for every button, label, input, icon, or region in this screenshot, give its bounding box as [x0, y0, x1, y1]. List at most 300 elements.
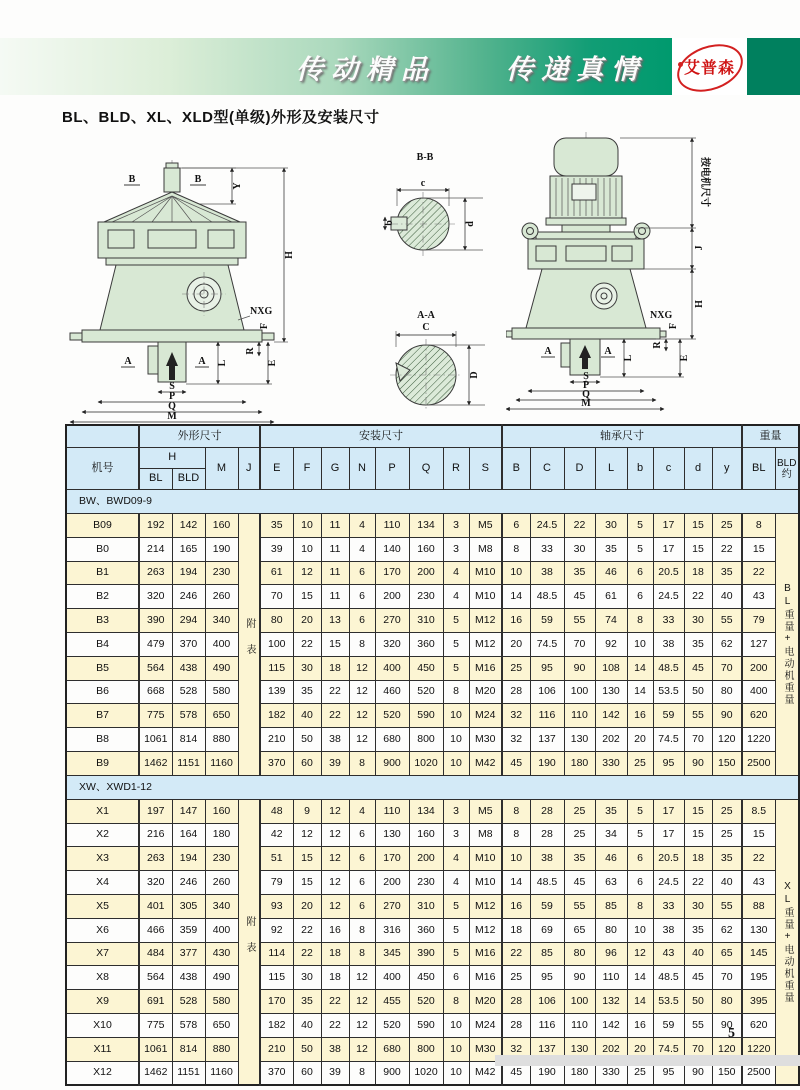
svg-text:Y: Y — [232, 182, 243, 190]
svg-text:B: B — [194, 174, 202, 185]
table-cell: 165 — [172, 537, 205, 561]
table-cell: 17 — [653, 514, 684, 538]
col-header-weight-bl: BL — [742, 448, 775, 490]
table-cell: 116 — [530, 704, 564, 728]
table-cell: 93 — [260, 894, 293, 918]
table-cell: 40 — [712, 871, 742, 895]
group-header-outline: 外形尺寸 — [139, 425, 260, 448]
table-cell: 35 — [712, 847, 742, 871]
logo-text: 艾普森 — [683, 60, 735, 77]
table-cell: 48 — [260, 799, 293, 823]
table-cell: 270 — [375, 894, 409, 918]
table-cell: 190 — [530, 751, 564, 775]
table-cell: 95 — [530, 966, 564, 990]
logo-dot-icon — [678, 62, 683, 67]
table-cell: 20.5 — [653, 561, 684, 585]
table-cell: 24.5 — [653, 871, 684, 895]
table-cell: 45 — [564, 585, 595, 609]
table-cell: 85 — [530, 942, 564, 966]
model-cell: B1 — [66, 561, 139, 585]
col-header-h: H — [139, 448, 205, 469]
table-cell: 140 — [375, 537, 409, 561]
table-cell: 580 — [205, 990, 238, 1014]
table-cell: M30 — [469, 728, 502, 752]
table-cell: 578 — [172, 1013, 205, 1037]
table-cell: 100 — [260, 632, 293, 656]
table-cell: 230 — [409, 871, 443, 895]
table-cell: 455 — [375, 990, 409, 1014]
col-header-r: R — [443, 448, 469, 490]
table-cell: 130 — [564, 1037, 595, 1061]
table-cell: 1220 — [742, 1037, 775, 1061]
table-cell: 4 — [443, 561, 469, 585]
table-cell: 370 — [260, 751, 293, 775]
table-cell: 50 — [684, 680, 712, 704]
table-cell: 55 — [712, 894, 742, 918]
table-cell: 55 — [564, 894, 595, 918]
svg-text:按电机尺寸: 按电机尺寸 — [699, 157, 710, 207]
model-cell: B5 — [66, 656, 139, 680]
table-cell: 116 — [530, 1013, 564, 1037]
table-cell: 680 — [375, 728, 409, 752]
table-cell: 691 — [139, 990, 172, 1014]
technical-drawing-motor-reducer — [506, 132, 723, 424]
table-cell: 880 — [205, 1037, 238, 1061]
table-cell: 10 — [443, 728, 469, 752]
table-cell: 5 — [443, 894, 469, 918]
table-cell: 16 — [627, 704, 653, 728]
svg-text:Q: Q — [168, 401, 176, 412]
table-cell: 25 — [627, 1061, 653, 1085]
table-cell: 45 — [564, 871, 595, 895]
table-cell: 100 — [564, 680, 595, 704]
model-cell: X7 — [66, 942, 139, 966]
svg-text:C: C — [422, 322, 430, 333]
table-cell: M16 — [469, 656, 502, 680]
table-cell: 2500 — [742, 751, 775, 775]
table-cell: 115 — [260, 656, 293, 680]
table-cell: 16 — [502, 894, 530, 918]
table-cell: 620 — [742, 704, 775, 728]
svg-text:A-A: A-A — [417, 310, 435, 321]
table-cell: 1462 — [139, 1061, 172, 1085]
table-cell: 320 — [139, 871, 172, 895]
table-row — [66, 918, 799, 942]
table-cell: 775 — [139, 1013, 172, 1037]
table-cell: 110 — [375, 799, 409, 823]
table-row — [66, 514, 799, 538]
table-cell: 438 — [172, 656, 205, 680]
table-cell: 5 — [627, 799, 653, 823]
table-cell: 430 — [205, 942, 238, 966]
table-cell: 6 — [627, 871, 653, 895]
weight-note-cell: BL重量+电动机重量 — [775, 514, 799, 776]
table-cell: 12 — [321, 823, 349, 847]
table-cell: 79 — [742, 609, 775, 633]
table-cell: 680 — [375, 1037, 409, 1061]
table-cell: 137 — [530, 728, 564, 752]
table-cell: 6 — [349, 847, 375, 871]
col-header-p: P — [375, 448, 409, 490]
table-cell: 260 — [205, 585, 238, 609]
table-cell: 330 — [595, 751, 627, 775]
table-cell: 15 — [742, 823, 775, 847]
table-cell: M10 — [469, 561, 502, 585]
table-cell: 6 — [627, 847, 653, 871]
table-cell: 15 — [321, 632, 349, 656]
table-cell: 450 — [409, 656, 443, 680]
table-cell: 96 — [595, 942, 627, 966]
model-cell: B4 — [66, 632, 139, 656]
table-cell: 33 — [653, 609, 684, 633]
table-cell: M12 — [469, 918, 502, 942]
table-cell: 134 — [409, 799, 443, 823]
model-cell: X1 — [66, 799, 139, 823]
table-cell: 263 — [139, 561, 172, 585]
table-cell: M20 — [469, 680, 502, 704]
table-cell: 80 — [712, 990, 742, 1014]
table-cell: 55 — [564, 609, 595, 633]
table-cell: 38 — [321, 1037, 349, 1061]
table-cell: 12 — [349, 680, 375, 704]
table-cell: 170 — [260, 990, 293, 1014]
table-cell: 74.5 — [653, 1037, 684, 1061]
table-cell: 137 — [530, 1037, 564, 1061]
table-cell: 900 — [375, 751, 409, 775]
table-cell: 10 — [627, 632, 653, 656]
model-cell: X2 — [66, 823, 139, 847]
table-cell: 6 — [349, 585, 375, 609]
table-row — [66, 1013, 799, 1037]
svg-text:F: F — [259, 322, 270, 330]
table-cell: 10 — [293, 537, 321, 561]
table-cell: 22 — [321, 704, 349, 728]
col-header-weight-bld: BLD约 — [775, 448, 799, 490]
table-cell: 90 — [564, 656, 595, 680]
table-cell: 25 — [627, 751, 653, 775]
svg-text:E: E — [267, 359, 278, 367]
table-cell: 8 — [627, 609, 653, 633]
table-body — [66, 490, 799, 1086]
table-cell: 1151 — [172, 1061, 205, 1085]
table-cell: 51 — [260, 847, 293, 871]
table-cell: 48.5 — [530, 585, 564, 609]
model-cell: X4 — [66, 871, 139, 895]
table-cell: 22 — [684, 585, 712, 609]
table-cell: 16 — [627, 1013, 653, 1037]
weight-note-cell: XL重量+电动机重量 — [775, 799, 799, 1085]
table-cell: 650 — [205, 1013, 238, 1037]
table-cell: 59 — [653, 704, 684, 728]
table-cell: 775 — [139, 704, 172, 728]
table-cell: 401 — [139, 894, 172, 918]
table-cell: 80 — [712, 680, 742, 704]
table-cell: 8 — [502, 799, 530, 823]
table-cell: 12 — [349, 656, 375, 680]
table-cell: 33 — [653, 894, 684, 918]
table-cell: 80 — [564, 942, 595, 966]
svg-text:B-B: B-B — [416, 152, 434, 163]
table-cell: 40 — [684, 942, 712, 966]
table-cell: 22 — [742, 561, 775, 585]
table-cell: 214 — [139, 537, 172, 561]
table-cell: 4 — [443, 585, 469, 609]
table-cell: 69 — [530, 918, 564, 942]
table-cell: 194 — [172, 847, 205, 871]
table-cell: 90 — [684, 751, 712, 775]
table-cell: 18 — [684, 847, 712, 871]
table-cell: 160 — [409, 537, 443, 561]
svg-text:A: A — [124, 356, 132, 367]
table-cell: M20 — [469, 990, 502, 1014]
table-cell: 10 — [443, 704, 469, 728]
table-cell: 110 — [564, 1013, 595, 1037]
table-cell: 25 — [502, 966, 530, 990]
table-cell: 4 — [443, 847, 469, 871]
table-cell: 22 — [321, 990, 349, 1014]
table-cell: 1160 — [205, 1061, 238, 1085]
table-cell: 12 — [293, 561, 321, 585]
table-cell: 90 — [564, 966, 595, 990]
table-cell: 22 — [321, 680, 349, 704]
table-cell: 11 — [321, 561, 349, 585]
table-cell: 377 — [172, 942, 205, 966]
col-header-bl: BL — [139, 469, 172, 490]
table-cell: 120 — [712, 1037, 742, 1061]
table-cell: 106 — [530, 990, 564, 1014]
table-cell: 3 — [443, 537, 469, 561]
table-cell: 528 — [172, 680, 205, 704]
model-cell: B7 — [66, 704, 139, 728]
table-row — [66, 823, 799, 847]
table-cell: 182 — [260, 704, 293, 728]
table-cell: 4 — [443, 871, 469, 895]
svg-text:NXG: NXG — [650, 310, 673, 321]
header-banner — [0, 38, 672, 95]
table-cell: 490 — [205, 656, 238, 680]
table-cell: 4 — [349, 514, 375, 538]
table-cell: 48.5 — [653, 656, 684, 680]
table-cell: 200 — [409, 847, 443, 871]
table-cell: 39 — [321, 1061, 349, 1085]
table-cell: 6 — [349, 871, 375, 895]
table-cell: 22 — [502, 942, 530, 966]
table-cell: 484 — [139, 942, 172, 966]
table-cell: 142 — [595, 1013, 627, 1037]
table-cell: 18 — [321, 966, 349, 990]
svg-text:c: c — [420, 178, 426, 189]
table-row — [66, 751, 799, 775]
svg-text:F: F — [668, 322, 679, 330]
table-cell: 528 — [172, 990, 205, 1014]
table-cell: 814 — [172, 728, 205, 752]
table-cell: 400 — [742, 680, 775, 704]
table-cell: 8 — [349, 918, 375, 942]
svg-text:E: E — [679, 354, 690, 362]
table-cell: 65 — [712, 942, 742, 966]
table-cell: 370 — [172, 632, 205, 656]
model-cell: B3 — [66, 609, 139, 633]
table-cell: 14 — [502, 585, 530, 609]
table-cell: 160 — [205, 514, 238, 538]
table-cell: 145 — [742, 942, 775, 966]
table-cell: 12 — [349, 1037, 375, 1061]
table-cell: 150 — [712, 751, 742, 775]
table-cell: 14 — [502, 871, 530, 895]
table-cell: 305 — [172, 894, 205, 918]
technical-drawing-sections — [381, 146, 487, 412]
table-cell: 25 — [502, 656, 530, 680]
table-cell: 100 — [564, 990, 595, 1014]
technical-drawing-reducer — [62, 158, 314, 426]
table-cell: 170 — [375, 847, 409, 871]
table-cell: 3 — [443, 514, 469, 538]
table-row — [66, 894, 799, 918]
col-header-n: N — [349, 448, 375, 490]
table-cell: 6 — [349, 894, 375, 918]
table-row — [66, 656, 799, 680]
table-cell: 10 — [502, 561, 530, 585]
table-cell: 800 — [409, 728, 443, 752]
col-header-b-small: b — [627, 448, 653, 490]
table-cell: 74 — [595, 609, 627, 633]
table-cell: 170 — [375, 561, 409, 585]
table-cell: 46 — [595, 847, 627, 871]
table-cell: 39 — [260, 537, 293, 561]
table-cell: 40 — [293, 1013, 321, 1037]
table-cell: 70 — [684, 1037, 712, 1061]
table-cell: 5 — [443, 918, 469, 942]
table-cell: 130 — [564, 728, 595, 752]
table-cell: 200 — [409, 561, 443, 585]
table-cell: 15 — [293, 847, 321, 871]
table-row — [66, 632, 799, 656]
table-cell: 35 — [293, 990, 321, 1014]
table-cell: 10 — [502, 847, 530, 871]
table-cell: 15 — [684, 799, 712, 823]
table-cell: 310 — [409, 894, 443, 918]
table-cell: 520 — [375, 704, 409, 728]
table-cell: 53.5 — [653, 990, 684, 1014]
table-cell: 8 — [349, 632, 375, 656]
section-label: BW、BWD09-9 — [66, 490, 799, 514]
table-row — [66, 561, 799, 585]
svg-text:H: H — [694, 300, 705, 308]
table-cell: 22 — [712, 537, 742, 561]
table-cell: 22 — [742, 847, 775, 871]
table-cell: 17 — [653, 799, 684, 823]
table-cell: 200 — [375, 871, 409, 895]
table-cell: 40 — [712, 585, 742, 609]
table-cell: M24 — [469, 704, 502, 728]
table-cell: 110 — [564, 704, 595, 728]
table-cell: 22 — [293, 632, 321, 656]
table-cell: 8 — [627, 894, 653, 918]
table-cell: 12 — [321, 799, 349, 823]
table-cell: 8 — [502, 823, 530, 847]
table-cell: 92 — [595, 632, 627, 656]
table-cell: 520 — [375, 1013, 409, 1037]
table-cell: 20 — [293, 609, 321, 633]
table-cell: M42 — [469, 751, 502, 775]
col-header-s: S — [469, 448, 502, 490]
j-note-cell: 附表 — [238, 514, 260, 776]
table-cell: 17 — [653, 823, 684, 847]
table-cell: 466 — [139, 918, 172, 942]
svg-text:B: B — [128, 174, 136, 185]
table-cell: 90 — [684, 1061, 712, 1085]
table-cell: 62 — [712, 918, 742, 942]
table-cell: 30 — [684, 894, 712, 918]
table-cell: 8 — [502, 537, 530, 561]
table-cell: 15 — [293, 585, 321, 609]
table-cell: 59 — [530, 894, 564, 918]
table-cell: 564 — [139, 966, 172, 990]
model-cell: X10 — [66, 1013, 139, 1037]
section-row — [66, 490, 799, 514]
table-cell: 46 — [595, 561, 627, 585]
table-cell: 20 — [627, 728, 653, 752]
table-cell: M10 — [469, 871, 502, 895]
table-cell: 270 — [375, 609, 409, 633]
table-cell: 50 — [293, 728, 321, 752]
table-cell: 32 — [502, 1037, 530, 1061]
table-cell: 5 — [443, 656, 469, 680]
table-cell: 35 — [684, 632, 712, 656]
table-cell: 42 — [260, 823, 293, 847]
table-cell: 6 — [349, 561, 375, 585]
table-cell: 164 — [172, 823, 205, 847]
table-cell: 5 — [443, 632, 469, 656]
model-cell: X8 — [66, 966, 139, 990]
model-cell: X3 — [66, 847, 139, 871]
table-cell: 400 — [205, 918, 238, 942]
table-cell: M10 — [469, 847, 502, 871]
table-cell: 190 — [530, 1061, 564, 1085]
table-cell: 12 — [321, 847, 349, 871]
table-cell: 18 — [684, 561, 712, 585]
svg-text:M: M — [167, 411, 177, 422]
table-cell: 43 — [653, 942, 684, 966]
table-cell: 147 — [172, 799, 205, 823]
table-cell: 134 — [409, 514, 443, 538]
table-cell: 30 — [564, 537, 595, 561]
table-row — [66, 847, 799, 871]
table-cell: 70 — [712, 656, 742, 680]
table-cell: 80 — [260, 609, 293, 633]
table-cell: M5 — [469, 514, 502, 538]
table-cell: 490 — [205, 966, 238, 990]
table-cell: 180 — [564, 1061, 595, 1085]
table-cell: 35 — [260, 514, 293, 538]
section-row — [66, 775, 799, 799]
table-cell: 28 — [530, 799, 564, 823]
table-cell: 310 — [409, 609, 443, 633]
model-cell: X11 — [66, 1037, 139, 1061]
table-cell: 320 — [139, 585, 172, 609]
table-cell: 578 — [172, 704, 205, 728]
table-cell: 1020 — [409, 1061, 443, 1085]
table-cell: 20 — [293, 894, 321, 918]
table-cell: 197 — [139, 799, 172, 823]
table-cell: 33 — [530, 537, 564, 561]
table-cell: 110 — [375, 514, 409, 538]
table-cell: 32 — [502, 704, 530, 728]
table-cell: 11 — [321, 537, 349, 561]
col-header-d-small: d — [684, 448, 712, 490]
table-cell: 95 — [653, 751, 684, 775]
table-cell: 45 — [684, 656, 712, 680]
